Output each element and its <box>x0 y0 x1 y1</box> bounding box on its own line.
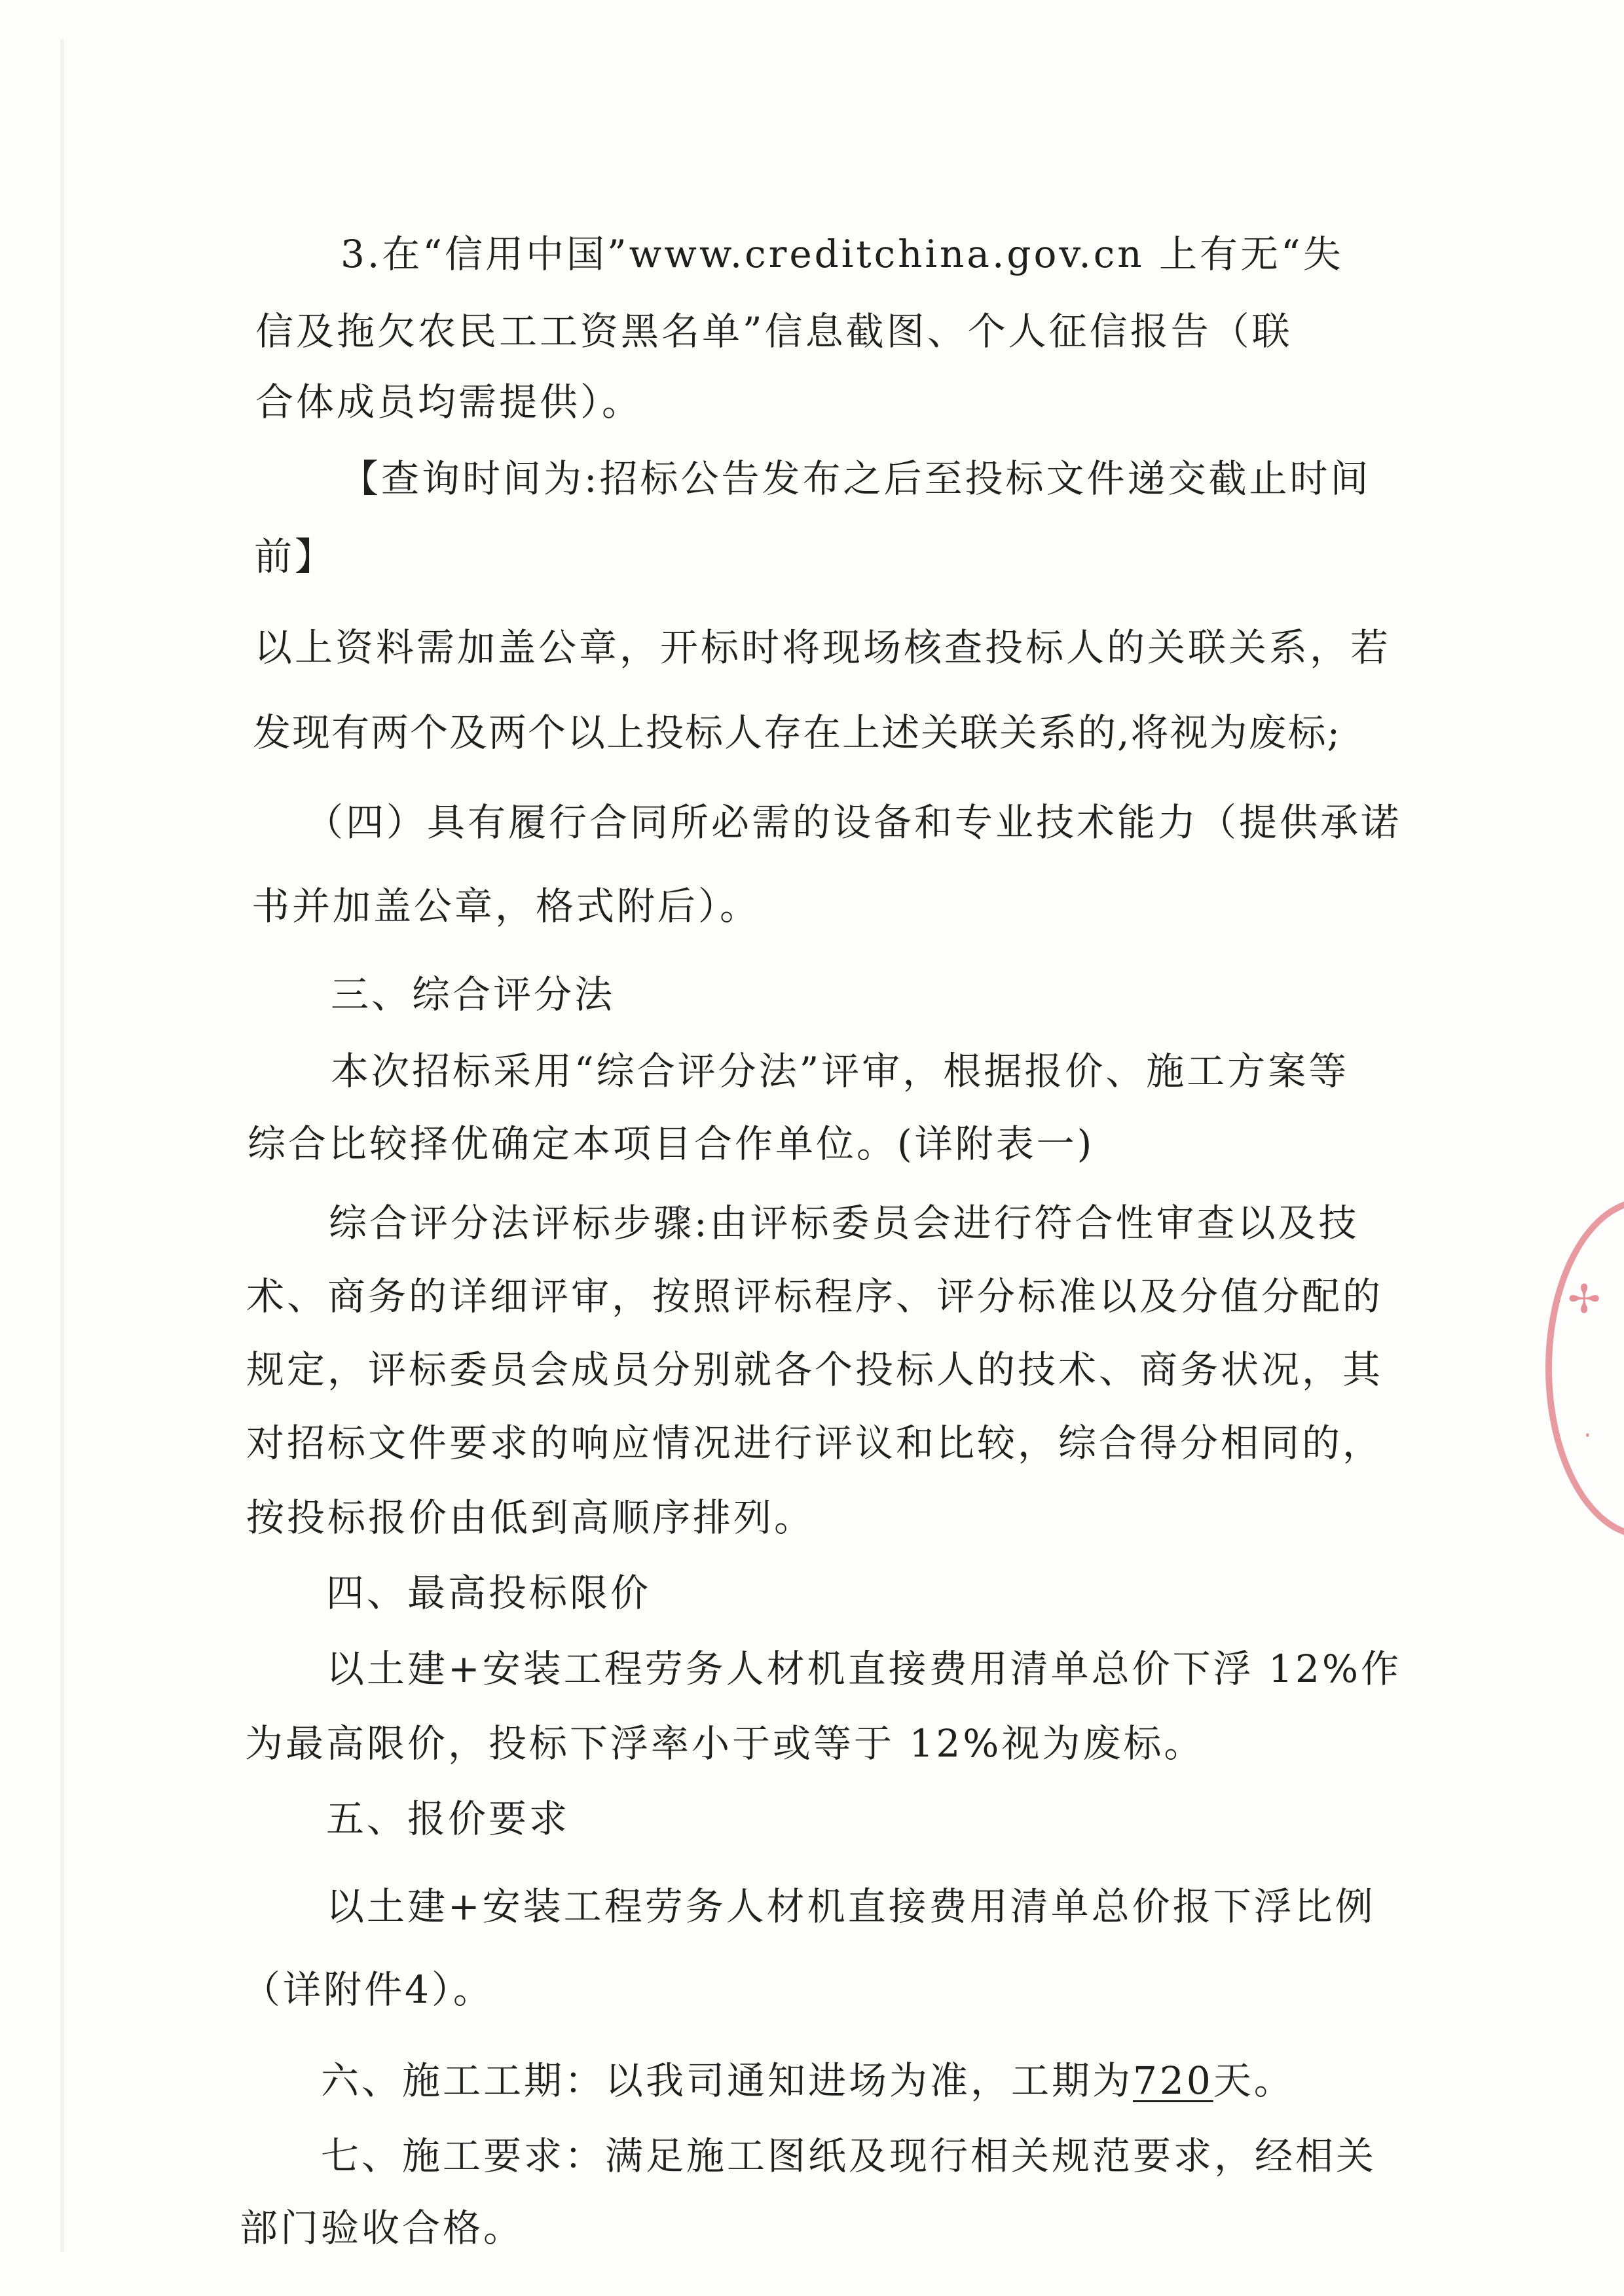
text-line: 发现有两个及两个以上投标人存在上述关联关系的,将视为废标; <box>253 710 1341 755</box>
construction-period-line <box>0 2057 1624 2104</box>
section-heading: 五、报价要求 <box>326 1796 570 1841</box>
period-suffix: 天。 <box>1213 2058 1295 2103</box>
section-heading: 三、综合评分法 <box>331 972 616 1017</box>
text-line: 综合比较择优确定本项目合作单位。(详附表一) <box>248 1121 1095 1166</box>
section-heading: 四、最高投标限价 <box>326 1571 652 1615</box>
text-line: 为最高限价，投标下浮率小于或等于 12%视为废标。 <box>245 1721 1205 1766</box>
text-line: （详附件4）。 <box>242 1967 494 2012</box>
period-prefix: 六、施工工期：以我司通知进场为准，工期为 <box>321 2058 1134 2103</box>
period-days: 720 <box>1133 2058 1213 2103</box>
text-line: 前】 <box>254 534 336 579</box>
text-line: 部门验收合格。 <box>240 2206 525 2250</box>
text-line: 本次招标采用“综合评分法”评审，根据报价、施工方案等 <box>331 1049 1350 1093</box>
text-line: 七、施工要求：满足施工图纸及现行相关规范要求，经相关 <box>321 2134 1377 2178</box>
seal-mark: ✢ <box>1568 1277 1601 1322</box>
text-line: 对招标文件要求的响应情况进行评议和比较，综合得分相同的， <box>246 1421 1384 1465</box>
text-line: 3.在“信用中国”www.creditchina.gov.cn 上有无“失 <box>341 232 1344 276</box>
red-seal-stamp <box>1545 1198 1624 1539</box>
text-line: 按投标报价由低到高顺序排列。 <box>246 1495 815 1540</box>
text-line: 综合评分法评标步骤:由评标委员会进行符合性审查以及技 <box>329 1201 1359 1245</box>
text-line: 【查询时间为:招标公告发布之后至投标文件递交截止时间 <box>341 456 1371 501</box>
text-line: 术、商务的详细评审，按照评标程序、评分标准以及分值分配的 <box>246 1274 1384 1319</box>
text-line: 规定，评标委员会成员分别就各个投标人的技术、商务状况，其 <box>246 1347 1384 1392</box>
text-line: 以上资料需加盖公章，开标时将现场核查投标人的关联关系，若 <box>254 625 1392 670</box>
text-line: （四）具有履行合同所必需的设备和专业技术能力（提供承诺 <box>305 800 1402 845</box>
text-line: 合体成员均需提供）。 <box>255 380 643 424</box>
text-line: 书并加盖公章，格式附后）。 <box>251 884 761 928</box>
text-line: 以土建+安装工程劳务人材机直接费用清单总价报下浮比例 <box>326 1884 1376 1929</box>
text-line: 以土建+安装工程劳务人材机直接费用清单总价下浮 12%作 <box>326 1647 1401 1691</box>
text-line: 信及拖欠农民工工资黑名单”信息截图、个人征信报告（联 <box>255 309 1293 354</box>
seal-mark: · <box>1583 1421 1592 1451</box>
